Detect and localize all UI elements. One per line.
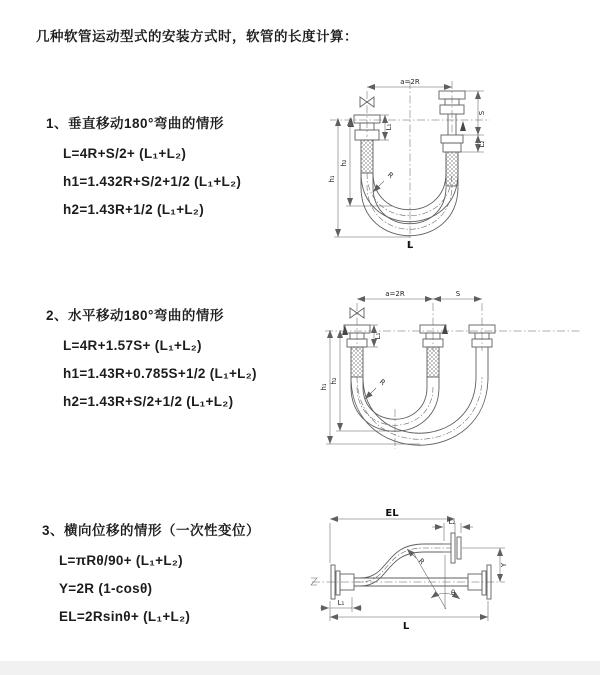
dim-label-h1: h₁ — [320, 383, 328, 391]
right-flange-lower — [441, 135, 463, 152]
dim-label-L1: L₁ — [374, 332, 382, 340]
left-braided-hose — [351, 347, 363, 377]
dim-label-L2: L₂ — [448, 518, 456, 526]
dim-label-S: S — [478, 110, 486, 116]
dim-a-2R — [357, 290, 433, 299]
section-horizontal-180 — [46, 304, 257, 416]
diagram-horizontal-180-bend — [310, 287, 600, 452]
dim-S — [463, 91, 486, 135]
dim-label-L-total: L — [402, 621, 410, 632]
hose-curves — [351, 347, 488, 445]
dim-L1 — [373, 115, 393, 140]
section1-heading: 1、垂直移动180°弯曲的情形 — [46, 116, 224, 131]
motion-arrow-middle-icon — [442, 324, 448, 334]
right-braided-hose — [446, 152, 458, 186]
section3-heading: 3、横向位移的情形（一次性变位） — [42, 523, 261, 538]
dim-a-2R — [367, 78, 452, 87]
dim-label-Y: Y — [500, 562, 508, 568]
dim-Y — [462, 548, 508, 582]
dim-label-a2r: a=2R — [400, 78, 420, 86]
dim-label-R: R — [385, 170, 395, 181]
hose-deflected-position — [354, 544, 443, 586]
section1-formula-h1: h1=1.432R+S/2+1/2 (L₁+L₂) — [63, 174, 242, 189]
section3-formula-L: L=πRθ/90+ (L₁+L₂) — [59, 553, 183, 568]
dim-L2 — [432, 518, 473, 541]
dim-L1 — [320, 597, 362, 612]
elevated-flange — [443, 533, 461, 563]
motion-arrow-up-right-icon — [460, 121, 466, 131]
dim-L2 — [458, 135, 486, 152]
hose-curves — [361, 155, 458, 236]
dim-label-a2r: a=2R — [385, 290, 405, 298]
dim-label-h2: h₂ — [330, 377, 338, 385]
dim-label-EL: EL — [385, 508, 399, 519]
angle-label-theta: θ — [451, 589, 456, 597]
dim-label-h2: h₂ — [340, 159, 348, 167]
diagram-lateral-displacement — [300, 505, 600, 645]
section2-formula-h1: h1=1.43R+0.785S+1/2 (L₁+L₂) — [63, 366, 257, 381]
dim-label-L-total: L — [406, 240, 414, 251]
radius-callout — [373, 171, 395, 192]
dim-label-L2: L₂ — [478, 140, 486, 148]
dim-L — [330, 601, 488, 632]
dim-h1 — [328, 118, 410, 237]
section2-formula-h2: h2=1.43R+S/2+1/2 (L₁+L₂) — [63, 394, 234, 409]
page-title: 几种软管运动型式的安装方式时，软管的长度计算： — [36, 29, 358, 44]
dim-label-R: R — [416, 557, 426, 567]
dim-L1 — [363, 325, 382, 347]
dim-label-S: S — [455, 290, 461, 298]
middle-braided-hose — [427, 347, 439, 377]
section1-formula-L: L=4R+S/2+ (L₁+L₂) — [63, 146, 187, 161]
dim-S — [433, 290, 482, 299]
centerline-break-mark — [311, 578, 317, 585]
motion-arrow-up-left-icon — [348, 117, 354, 127]
diagram-vertical-180-bend — [310, 75, 590, 255]
dim-label-h1: h₁ — [328, 175, 336, 183]
dim-label-L1: L₁ — [337, 599, 345, 607]
radius-callout — [365, 378, 387, 399]
section-lateral-displacement — [42, 519, 260, 631]
section2-formula-L: L=4R+1.57S+ (L₁+L₂) — [63, 338, 202, 353]
motion-arrow-left-icon — [342, 325, 348, 335]
section3-formula-EL: EL=2Rsinθ+ (L₁+L₂) — [59, 609, 191, 624]
dim-label-R: R — [377, 377, 387, 388]
scan-edge — [0, 661, 600, 675]
dim-label-L1: L₁ — [385, 123, 393, 131]
dim-EL — [330, 508, 455, 563]
centerlines — [330, 81, 490, 251]
section1-formula-h2: h2=1.43R+1/2 (L₁+L₂) — [63, 202, 205, 217]
section2-heading: 2、水平移动180°弯曲的情形 — [46, 308, 224, 323]
section-vertical-180 — [46, 112, 241, 224]
section3-formula-Y: Y=2R (1-cosθ) — [59, 581, 153, 596]
left-braided-hose — [361, 140, 373, 173]
